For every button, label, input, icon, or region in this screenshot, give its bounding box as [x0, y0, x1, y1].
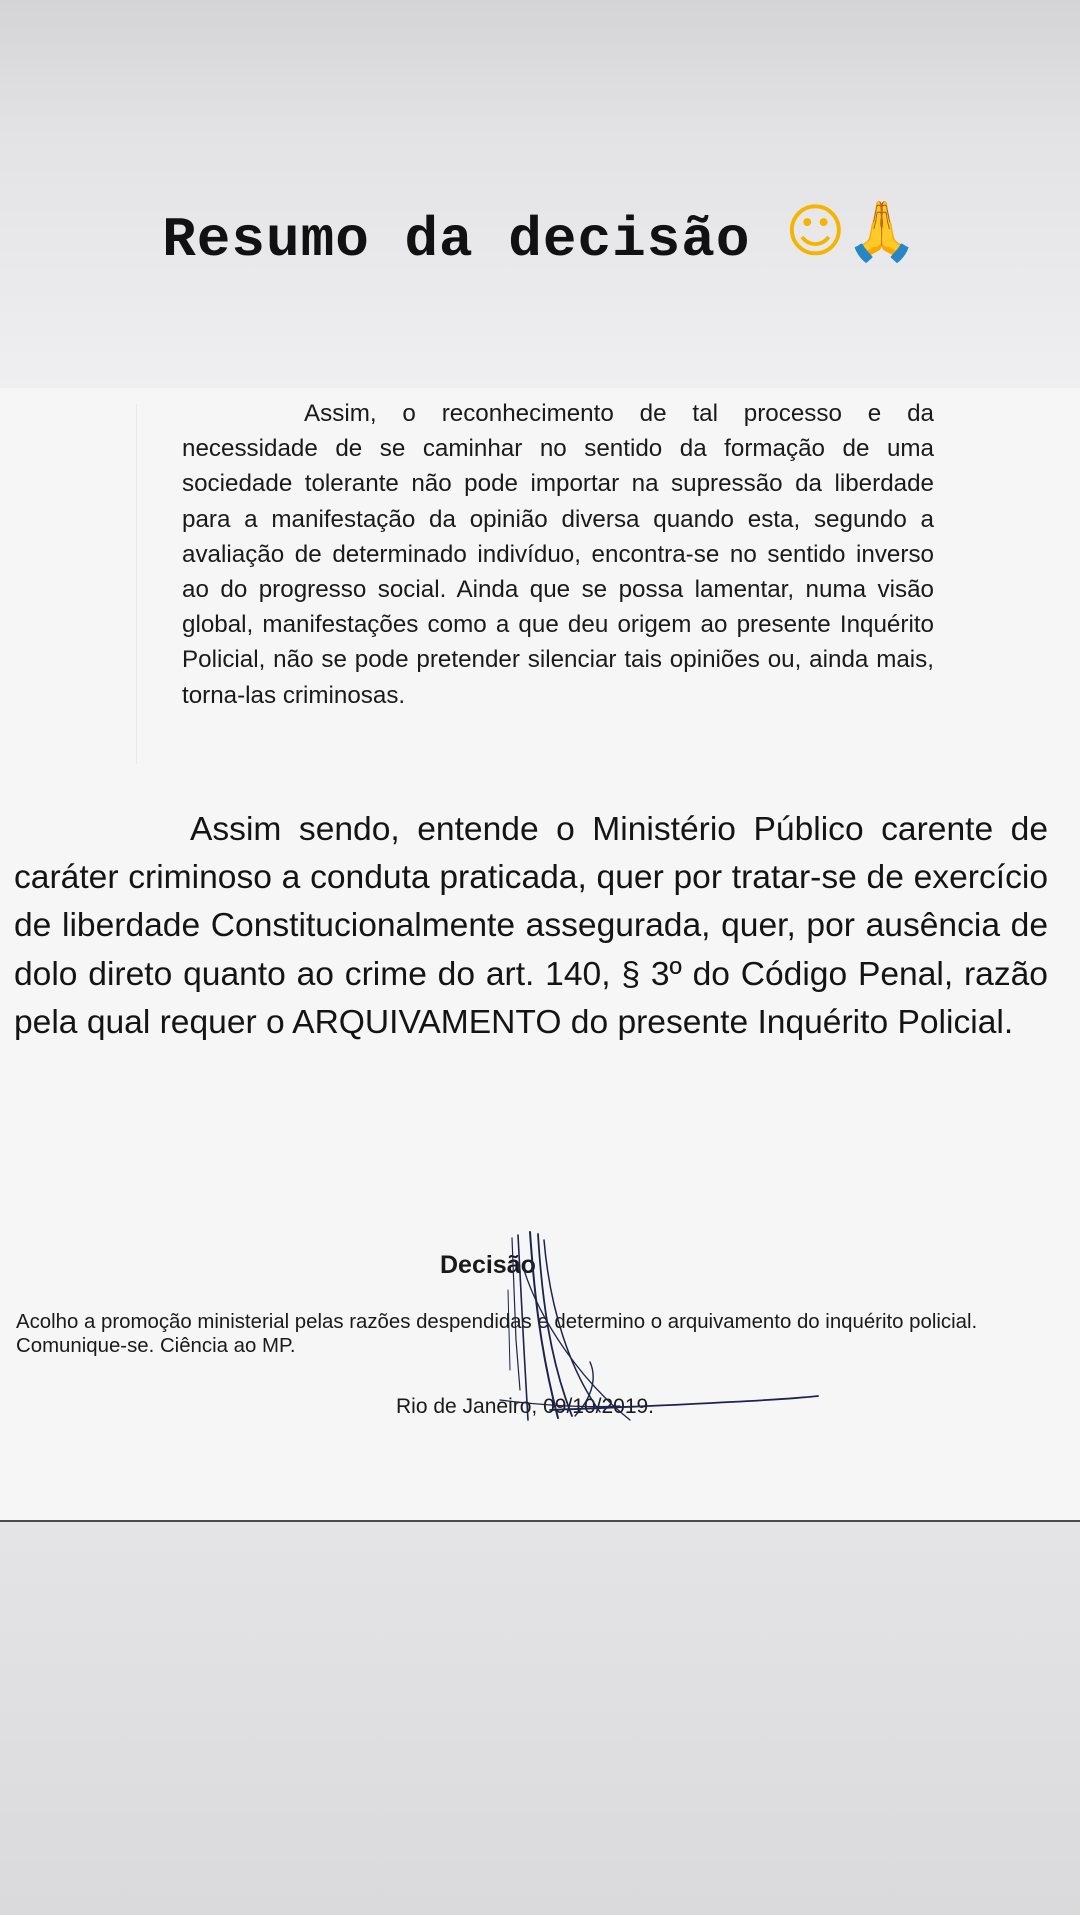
- ministry-paragraph-text: Assim sendo, entende o Ministério Público carente de caráter criminoso a conduta praticada, quer por tratar-se de exercício de liberdade Constitucionalmente assegurada, quer, por ausência de dolo direto quanto ao crime do art. 140, § 3º do Código Penal, razão pela qual requer o ARQUIVAMENTO do presente Inquérito Policial.: [14, 811, 1048, 1041]
- document-bottom-edge: [0, 1520, 1080, 1522]
- praying-hands-emoji-icon: 🙏: [845, 197, 918, 265]
- decision-heading: Decisão: [440, 1251, 536, 1279]
- ministry-paragraph: [14, 806, 1048, 1047]
- smiling-face-emoji-icon: ☺: [785, 197, 846, 265]
- story-title-text: Resumo da decisão: [162, 208, 751, 272]
- story-title-area: [0, 0, 1080, 388]
- handwritten-signature: [480, 1230, 820, 1430]
- story-title: [0, 196, 1080, 275]
- citation-quote: [182, 396, 934, 713]
- decision-text: Acolho a promoção ministerial pelas razões despendidas e determino o arquivamento do inquérito policial. Comunique-se. Ciência ao MP.: [16, 1311, 978, 1357]
- citation-quote-text: Assim, o reconhecimento de tal processo e da necessidade de se caminhar no sentido da formação de uma sociedade tolerante não pode importar na supressão da liberdade para a manifestação da opinião diversa quando esta, segundo a avaliação de determinado indivíduo, encontra-se no sentido inverso ao do progresso social. Ainda que se possa lamentar, numa visão global, manifestações como a que deu origem ao presente Inquérito Policial, não se pode pretender silenciar tais opiniões ou, ainda mais, torna-las criminosas.: [182, 400, 934, 709]
- quote-margin-shadow: [136, 404, 137, 764]
- place-and-date: Rio de Janeiro, 09/10/2019.: [396, 1395, 655, 1418]
